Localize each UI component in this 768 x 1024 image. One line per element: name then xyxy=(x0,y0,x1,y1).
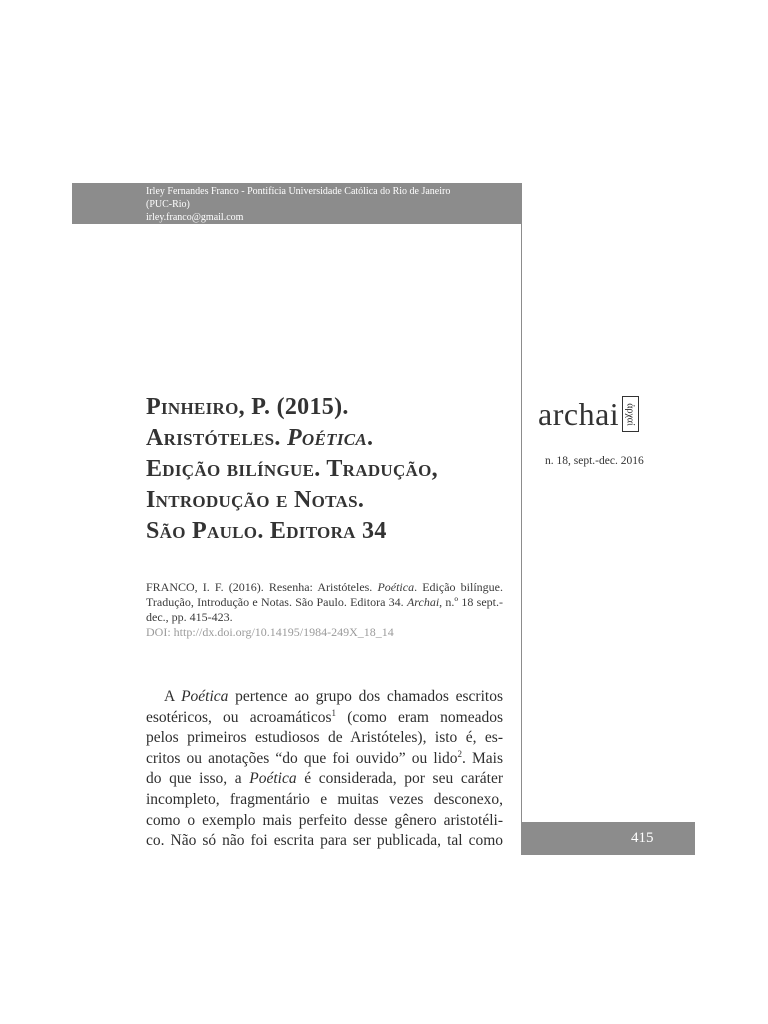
author-email: irley.franco@gmail.com xyxy=(146,212,244,223)
body-text: do que isso, a xyxy=(146,770,250,788)
journal-logo xyxy=(538,394,639,434)
body-line xyxy=(146,749,503,770)
author-affiliation: Irley Fernandes Franco - Pontifícia Universidade Católica do Rio de Janeiro xyxy=(146,186,451,197)
body-line: pelos primeiros estudiosos de Aristóteles), isto é, es- xyxy=(146,729,503,747)
journal-logo-word: archai xyxy=(538,396,620,432)
journal-issue: n. 18, sept.-dec. 2016 xyxy=(545,455,644,467)
citation-text: . Edição bilíngue. Tradução, Introdução e Notas. São Paulo. Editora 34. xyxy=(146,580,503,609)
title-line-5: São Paulo. Editora 34 xyxy=(146,518,387,544)
body-text: pertence ao grupo dos chamados escritos xyxy=(228,688,503,705)
title-line-1: Pinheiro, P. (2015). xyxy=(146,394,349,420)
body-emphasis: Poética xyxy=(181,688,229,705)
journal-logo-greek: ἀρχαί xyxy=(625,402,637,426)
body-text: critos ou anotações “do que foi ouvido” ou lido xyxy=(146,749,458,767)
column-divider xyxy=(521,183,522,855)
page-number-band xyxy=(522,822,695,855)
title-line-4: Introdução e Notas. xyxy=(146,487,365,513)
body-text: é considerada, por seu caráter xyxy=(296,770,503,788)
citation-text: , n.º 18 sept.-dec., pp. 415-423. xyxy=(146,595,504,624)
journal-logo-greek-box xyxy=(622,396,639,432)
body-text: A xyxy=(164,688,182,705)
citation-text: FRANCO, I. F. (2016). Resenha: Aristóteles. xyxy=(146,580,378,594)
body-text: . Mais xyxy=(462,749,503,767)
body-line xyxy=(146,708,503,729)
title-line-2 xyxy=(146,423,516,454)
author-affiliation-band xyxy=(72,183,521,224)
body-text: esotéricos, ou acroamáticos xyxy=(146,708,332,726)
body-line xyxy=(146,769,503,790)
body-paragraph xyxy=(146,687,503,852)
body-line xyxy=(146,687,503,708)
footnote-ref[interactable]: 2 xyxy=(457,748,462,759)
title-text: Aristóteles. xyxy=(146,425,287,451)
body-line: como o exemplo mais perfeito desse gênero aristotéli- xyxy=(146,811,503,829)
citation-emphasis: Poética xyxy=(377,580,415,594)
citation-doi[interactable]: DOI: http://dx.doi.org/10.14195/1984-249X_18_14 xyxy=(146,625,394,639)
footnote-ref[interactable]: 1 xyxy=(331,707,336,718)
body-emphasis: Poética xyxy=(249,770,297,788)
title-emphasis: Poética xyxy=(286,425,368,451)
article-title xyxy=(146,392,516,547)
citation-journal-name: Archai xyxy=(406,595,440,609)
title-text: . xyxy=(367,425,374,451)
body-line: incompleto, fragmentário e muitas vezes desconexo, xyxy=(146,790,503,808)
body-text: (como eram nomeados xyxy=(336,708,503,726)
citation-block xyxy=(146,580,503,640)
page-number: 415 xyxy=(631,830,654,846)
title-line-3: Edição bilíngue. Tradução, xyxy=(146,456,438,482)
author-affiliation-continued: (PUC-Rio) xyxy=(146,199,190,210)
body-line: co. Não só não foi escrita para ser publicada, tal como xyxy=(146,832,503,850)
